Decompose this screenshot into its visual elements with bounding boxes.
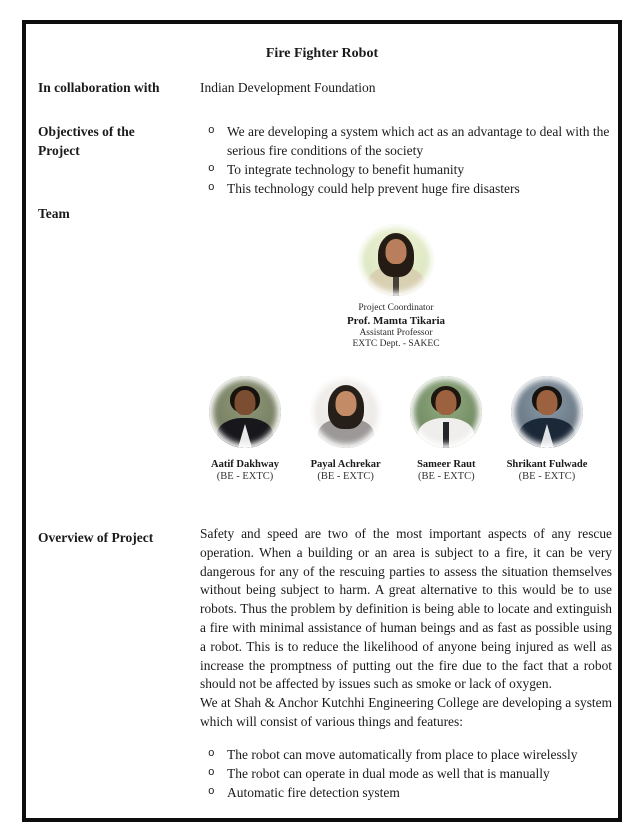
member-photo-wrap bbox=[303, 376, 389, 448]
member-qualification: (BE - EXTC) bbox=[216, 471, 274, 482]
overview-item-text: Automatic fire detection system bbox=[227, 784, 400, 800]
member-name: Aatif Dakhway bbox=[211, 459, 279, 470]
photo-fade-edge bbox=[310, 376, 382, 448]
collaboration-label: In collaboration with bbox=[38, 80, 160, 95]
objectives-label: Objectives of the Project bbox=[38, 124, 135, 158]
objectives-item-text: We are developing a system which act as an advantage to deal with the serious fire conditions of the society bbox=[227, 124, 610, 158]
member-photo-wrap bbox=[504, 376, 590, 448]
team-member-figure bbox=[403, 376, 489, 483]
member-photo bbox=[410, 376, 482, 448]
team-member-figure bbox=[202, 376, 288, 483]
member-caption bbox=[202, 459, 288, 483]
member-photo bbox=[209, 376, 281, 448]
overview-list-item bbox=[200, 783, 612, 802]
member-caption bbox=[303, 459, 389, 483]
coordinator-photo-wrap bbox=[306, 224, 486, 296]
team-member-figure bbox=[504, 376, 590, 483]
team-row bbox=[202, 376, 590, 483]
member-name: Shrikant Fulwade bbox=[506, 459, 588, 470]
coordinator-department: EXTC Dept. - SAKEC bbox=[352, 339, 440, 349]
objectives-list bbox=[200, 122, 616, 198]
bullet-marker: o bbox=[208, 163, 215, 175]
page-border bbox=[22, 20, 622, 822]
objectives-item-text: This technology could help prevent huge fire disasters bbox=[227, 181, 520, 196]
member-qualification: (BE - EXTC) bbox=[418, 471, 475, 482]
member-photo-wrap bbox=[202, 376, 288, 448]
member-photo bbox=[511, 376, 583, 448]
photo-fade-edge bbox=[410, 376, 482, 448]
coordinator-caption bbox=[306, 303, 486, 351]
photo-fade-edge bbox=[511, 376, 583, 448]
objectives-item-text: To integrate technology to benefit humanity bbox=[227, 162, 465, 177]
bullet-marker: o bbox=[208, 182, 215, 194]
overview-list-item bbox=[200, 764, 612, 783]
objectives-list-item bbox=[200, 160, 616, 179]
team-member-figure bbox=[303, 376, 389, 483]
objectives-list-item bbox=[200, 179, 616, 198]
bullet-marker: o bbox=[208, 747, 215, 760]
member-caption bbox=[504, 459, 590, 483]
coordinator-figure bbox=[306, 224, 486, 351]
coordinator-photo bbox=[358, 224, 434, 296]
bullet-marker: o bbox=[208, 125, 215, 137]
overview-list-item bbox=[200, 745, 612, 764]
overview-label: Overview of Project bbox=[38, 530, 154, 545]
bullet-marker: o bbox=[208, 785, 215, 798]
coordinator-name: Prof. Mamta Tikaria bbox=[346, 314, 446, 327]
overview-body bbox=[200, 525, 612, 802]
member-photo-wrap bbox=[403, 376, 489, 448]
member-name: Sameer Raut bbox=[417, 459, 476, 470]
objectives-list-item bbox=[200, 122, 616, 160]
coordinator-role: Project Coordinator bbox=[358, 303, 434, 313]
member-qualification: (BE - EXTC) bbox=[518, 471, 576, 482]
member-name: Payal Achrekar bbox=[310, 459, 381, 470]
overview-paragraph-2: We at Shah & Anchor Kutchhi Engineering College are developing a system which will consist of various things and features: bbox=[200, 695, 612, 729]
overview-item-text: The robot can move automatically from place to place wirelessly bbox=[227, 746, 578, 762]
collaboration-value: Indian Development Foundation bbox=[200, 80, 376, 95]
member-qualification: (BE - EXTC) bbox=[317, 471, 374, 482]
member-photo bbox=[310, 376, 382, 448]
team-label: Team bbox=[38, 206, 70, 221]
overview-paragraph-1: Safety and speed are two of the most important aspects of any rescue operation. When a building or an area is subject to a fire, it can be very dangerous for any of the rescuing parties to assess the situation themselves without being subject to harm. A great alternative to this would be to use robots. Thus the problem by definition is being able to locate and extinguish a fire with minimal assistance of human beings and as fast as possible using a robot. This is to reduce the likelihood of anyone being injured as well as increase the promptness of putting out the fire due to the fact that a robot should not be affected by issues such as smoke or lack of oxygen. bbox=[200, 526, 612, 692]
page-title: Fire Fighter Robot bbox=[265, 46, 379, 61]
member-caption bbox=[403, 459, 489, 483]
photo-fade-edge bbox=[209, 376, 281, 448]
bullet-marker: o bbox=[208, 766, 215, 779]
overview-item-text: The robot can operate in dual mode as well that is manually bbox=[227, 765, 550, 781]
coordinator-title: Assistant Professor bbox=[359, 327, 433, 338]
photo-fade-edge bbox=[358, 224, 434, 296]
overview-feature-list bbox=[200, 745, 612, 802]
